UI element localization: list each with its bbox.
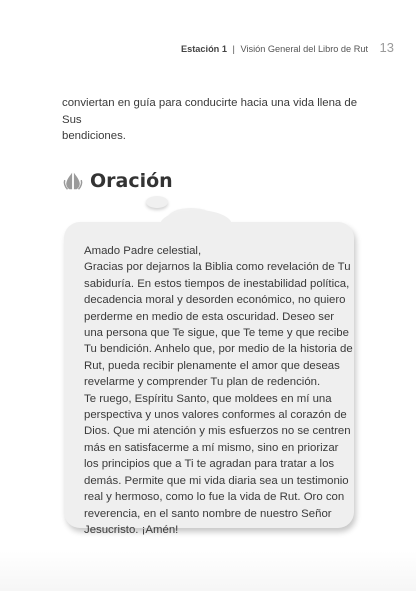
prayer-line: los principios que a Ti te agradan para tratar a los	[84, 458, 335, 471]
prayer-line: reverencia, en el santo nombre de nuestro Señor	[84, 507, 332, 520]
prayer-line: sabiduría. En estos tiempos de inestabilidad política,	[84, 277, 350, 290]
prayer-line: más en satisfacerme a mí mismo, sino en priorizar	[84, 441, 339, 454]
section-heading	[62, 170, 173, 192]
prayer-line: Dios. Que mi atención y mis esfuerzos no se centren	[84, 425, 351, 438]
prayer-line: Amado Padre celestial,	[84, 245, 202, 257]
book-subtitle: Visión General del Libro de Rut	[240, 44, 368, 54]
section-title: Oración	[90, 170, 173, 192]
prayer-box-bump	[160, 210, 232, 240]
header-separator: |	[232, 44, 235, 54]
prayer-line: demás. Permite que mi vida diaria sea un testimonio	[84, 474, 349, 487]
page-number: 13	[379, 40, 394, 55]
prayer-text	[84, 243, 353, 538]
praying-hands-icon	[62, 170, 84, 192]
prayer-line: real y hermoso, como lo fue la vida de Rut. Oro con	[84, 491, 345, 504]
intro-line: bendiciones.	[62, 130, 126, 142]
intro-line: conviertan en guía para conducirte hacia una vida llena de Sus	[62, 97, 358, 126]
prayer-line: perspectiva y unos valores conformes al corazón de	[84, 409, 347, 422]
prayer-line: Gracias por dejarnos la Biblia como revelación de Tu	[84, 261, 351, 274]
intro-paragraph	[62, 95, 362, 145]
running-header	[181, 44, 368, 54]
prayer-line: una persona que Te sigue, que Te teme y que recibe	[84, 327, 349, 340]
footer-shade	[0, 551, 416, 591]
prayer-line: Te ruego, Espíritu Santo, que moldees en mí una	[84, 392, 332, 405]
prayer-line: Jesucristo. ¡Amén!	[84, 523, 179, 536]
prayer-line: decadencia moral y desorden económico, no quiero	[84, 294, 346, 307]
thought-bubble-small	[146, 196, 168, 208]
station-label: Estación 1	[181, 44, 227, 54]
prayer-line: Rut, pueda recibir plenamente el amor que deseas	[84, 359, 340, 372]
prayer-line: revelarme y comprender Tu plan de redención.	[84, 376, 321, 389]
prayer-line: perderme en medio de esta oscuridad. Deseo ser	[84, 310, 335, 323]
prayer-line: Tu bendición. Anhelo que, por medio de la historia de	[84, 343, 353, 356]
